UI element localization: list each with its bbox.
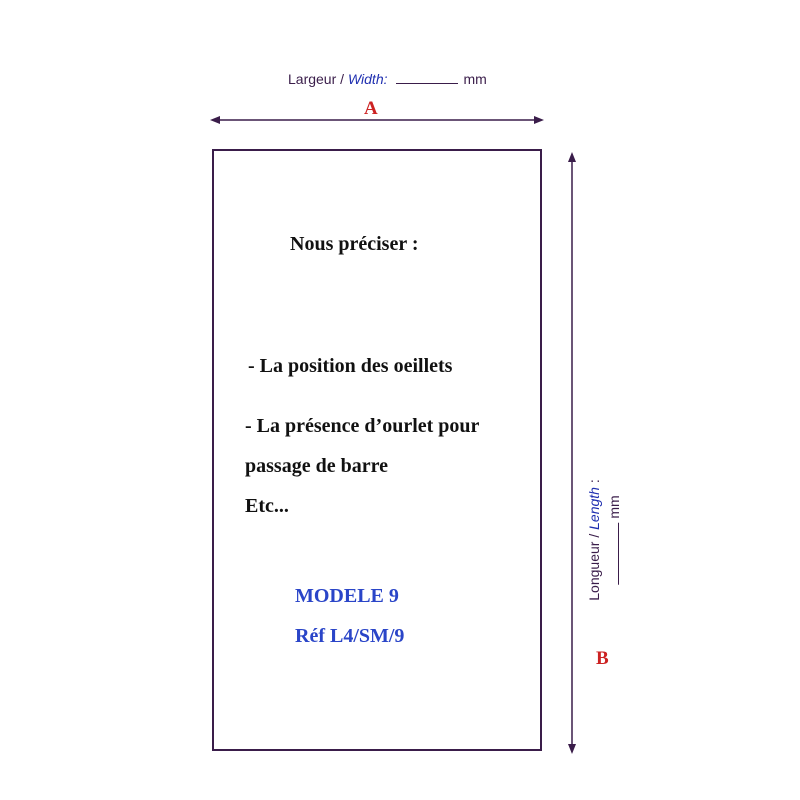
width-arrow-right-head bbox=[534, 116, 544, 124]
length-arrow-top-head bbox=[568, 152, 576, 162]
width-label bbox=[288, 71, 487, 87]
width-label-fr: Largeur / bbox=[288, 71, 345, 87]
length-label-line2 bbox=[604, 479, 624, 600]
length-blank-field[interactable] bbox=[606, 523, 619, 585]
panel-line-barre: passage de barre bbox=[245, 455, 388, 477]
panel-line-ourlet: - La présence d’ourlet pour bbox=[245, 415, 480, 437]
panel-model: MODELE 9 bbox=[295, 585, 399, 607]
length-label bbox=[584, 479, 624, 600]
length-label-colon: : bbox=[586, 479, 602, 484]
dimension-letter-b: B bbox=[596, 648, 609, 669]
panel-ref: Réf L4/SM/9 bbox=[295, 625, 405, 647]
length-arrow-bottom-head bbox=[568, 744, 576, 754]
width-blank-field[interactable] bbox=[396, 71, 458, 84]
panel-line-etc: Etc... bbox=[245, 495, 289, 517]
width-unit: mm bbox=[463, 71, 487, 87]
length-label-en: Length bbox=[586, 487, 602, 530]
panel-outline bbox=[212, 149, 542, 751]
length-label-line1 bbox=[584, 479, 604, 600]
width-label-en: Width: bbox=[347, 71, 388, 87]
length-unit: mm bbox=[606, 495, 622, 519]
width-arrow-left-head bbox=[210, 116, 220, 124]
length-label-fr: Longueur / bbox=[586, 533, 602, 601]
panel-heading: Nous préciser : bbox=[290, 233, 419, 255]
dimension-letter-a: A bbox=[364, 98, 378, 119]
panel-line-oeillets: - La position des oeillets bbox=[248, 355, 453, 377]
